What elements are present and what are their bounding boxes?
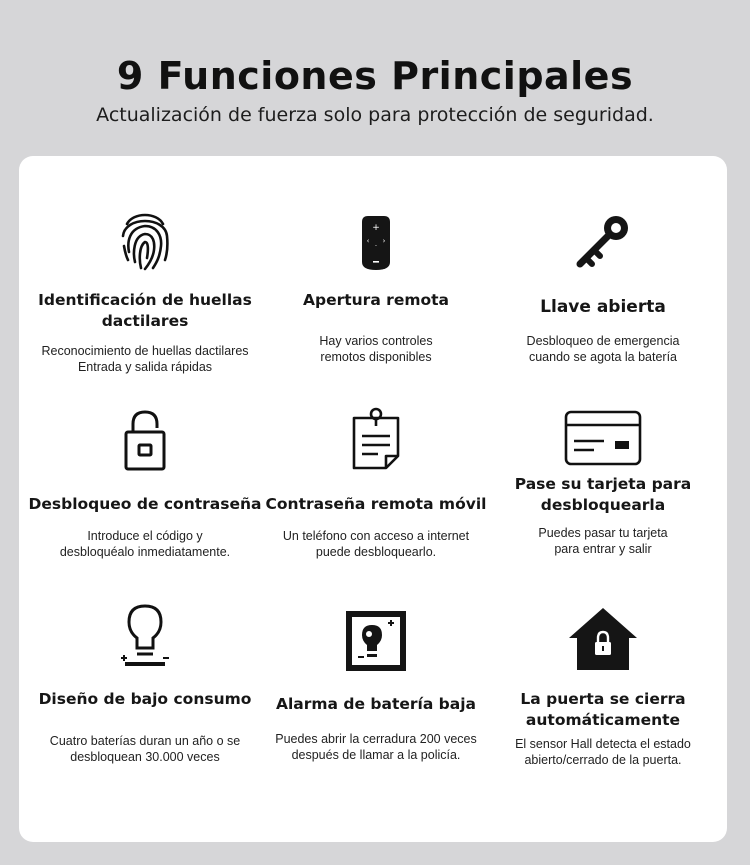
features-card xyxy=(19,156,727,842)
svg-text:‹: ‹ xyxy=(366,237,370,245)
svg-text:›: › xyxy=(382,237,386,245)
page-title: 9 Funciones Principales xyxy=(116,54,634,98)
svg-text:+: + xyxy=(372,223,380,233)
feature-title: Apertura remota xyxy=(302,291,450,309)
feature-description: Reconocimiento de huellas dactilares Entrada y salida rápidas xyxy=(41,344,249,374)
feature-title: Pase su tarjeta para desbloquearla xyxy=(514,475,692,514)
feature-description: Desbloqueo de emergencia cuando se agota la batería xyxy=(526,334,680,364)
feature-description: Puedes pasar tu tarjeta para entrar y salir xyxy=(538,526,668,556)
page-subtitle: Actualización de fuerza solo para protección de seguridad. xyxy=(96,104,654,126)
fingerprint-icon xyxy=(117,206,173,272)
feature-title: Identificación de huellas dactilares xyxy=(38,291,252,330)
card-icon xyxy=(564,410,642,466)
feature-description: Un teléfono con acceso a internet puede desbloquearlo. xyxy=(282,529,470,559)
feature-description: Cuatro baterías duran un año o se desbloquean 30.000 veces xyxy=(49,734,241,764)
feature-title: Desbloqueo de contraseña xyxy=(28,495,262,513)
lightbulb-icon xyxy=(117,602,173,672)
document-pin-icon xyxy=(348,406,404,472)
feature-description: Hay varios controles remotos disponibles xyxy=(319,334,433,364)
feature-title: Alarma de batería baja xyxy=(275,695,477,713)
feature-description: El sensor Hall detecta el estado abierto/cerrado de la puerta. xyxy=(515,737,691,767)
feature-title: Llave abierta xyxy=(540,297,666,317)
key-icon xyxy=(572,212,634,274)
feature-title: La puerta se cierra automáticamente xyxy=(520,690,686,729)
feature-description: Introduce el código y desbloquéalo inmediatamente. xyxy=(59,529,231,559)
battery-alarm-icon xyxy=(344,609,408,673)
feature-title: Diseño de bajo consumo xyxy=(38,690,252,708)
svg-text:·: · xyxy=(374,242,378,250)
house-lock-icon xyxy=(567,606,639,672)
padlock-icon xyxy=(123,408,167,472)
feature-description: Puedes abrir la cerradura 200 veces después de llamar a la policía. xyxy=(275,732,477,762)
remote-control-icon xyxy=(358,214,394,272)
feature-title: Contraseña remota móvil xyxy=(265,495,487,513)
